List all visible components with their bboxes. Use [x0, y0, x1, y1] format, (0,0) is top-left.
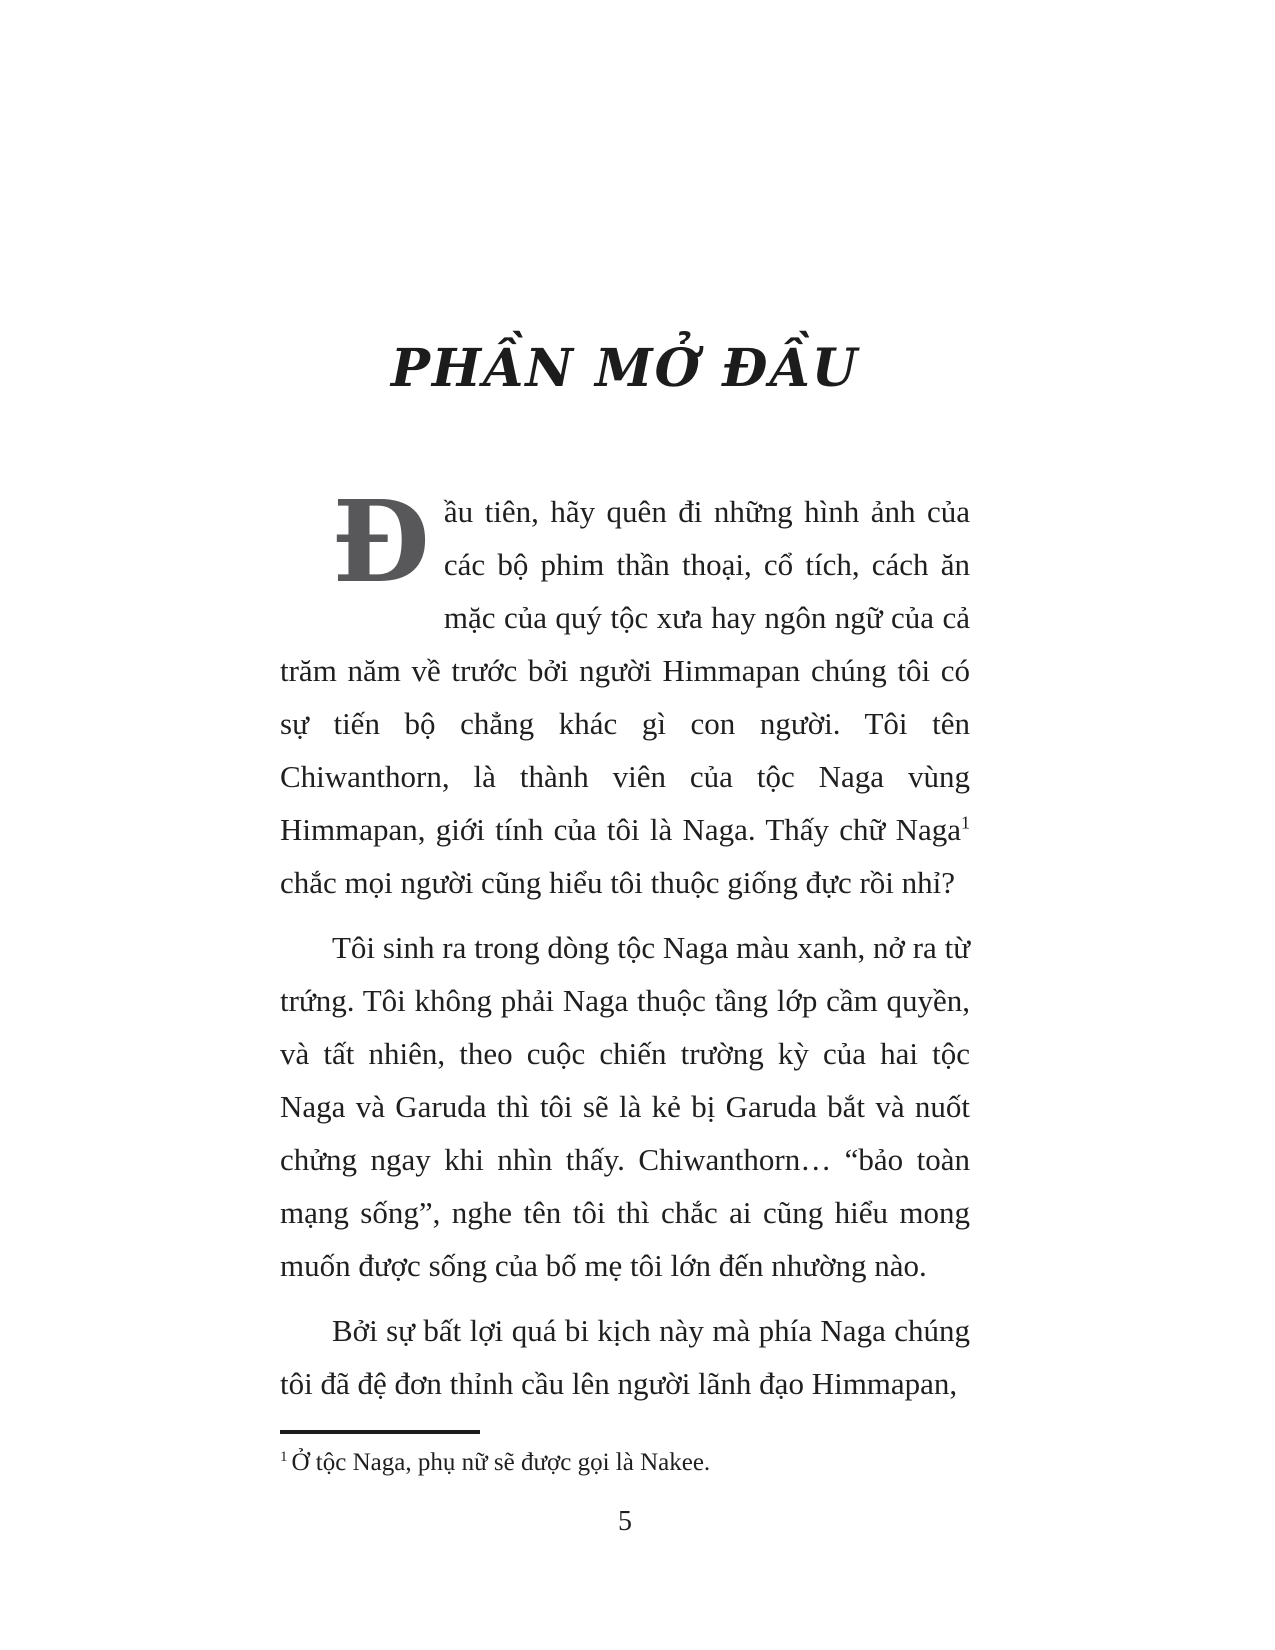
footnote-marker: 1 — [280, 1448, 288, 1465]
paragraph-1 — [280, 477, 970, 909]
drop-cap: Đ — [332, 477, 430, 608]
page-number: 5 — [618, 1506, 632, 1537]
chapter-title: PHẦN MỞ ĐẦU — [390, 338, 860, 399]
footnote-text: Ở tộc Naga, phụ nữ sẽ được gọi là Nakee. — [291, 1449, 711, 1476]
paragraph-1-text-continued: chắc mọi người cũng hiểu tôi thuộc giống đực rồi nhỉ? — [280, 865, 956, 900]
paragraph-3: Bởi sự bất lợi quá bi kịch này mà phía Naga chúng tôi đã đệ đơn thỉnh cầu lên người lãnh đạo Himmapan, — [280, 1313, 970, 1401]
footnote-separator-rule — [280, 1430, 480, 1434]
paragraph-1-text: ầu tiên, hãy quên đi những hình ảnh của các bộ phim thần thoại, cổ tích, cách ăn mặc của quý tộc xưa hay ngôn ngữ của cả trăm năm về trước bởi người Himmapan chúng tôi có sự tiến bộ chẳng khác gì con người. Tôi tên Chiwanthorn, là thành viên của tộc Naga vùng Himmapan, giới tính của tôi là Naga. Thấy chữ Naga — [280, 494, 970, 847]
footnote-ref-marker: 1 — [961, 812, 970, 833]
text-column — [280, 338, 970, 1422]
paragraph-2: Tôi sinh ra trong dòng tộc Naga màu xanh, nở ra từ trứng. Tôi không phải Naga thuộc tầng lớp cầm quyền, và tất nhiên, theo cuộc chiến trường kỳ của hai tộc Naga và Garuda thì tôi sẽ là kẻ bị Garuda bắt và nuốt chửng ngay khi nhìn thấy. Chiwanthorn… “bảo toàn mạng sống”, nghe tên tôi thì chắc ai cũng hiểu mong muốn được sống của bố mẹ tôi lớn đến nhường nào. — [280, 930, 970, 1283]
footnote — [280, 1446, 970, 1480]
